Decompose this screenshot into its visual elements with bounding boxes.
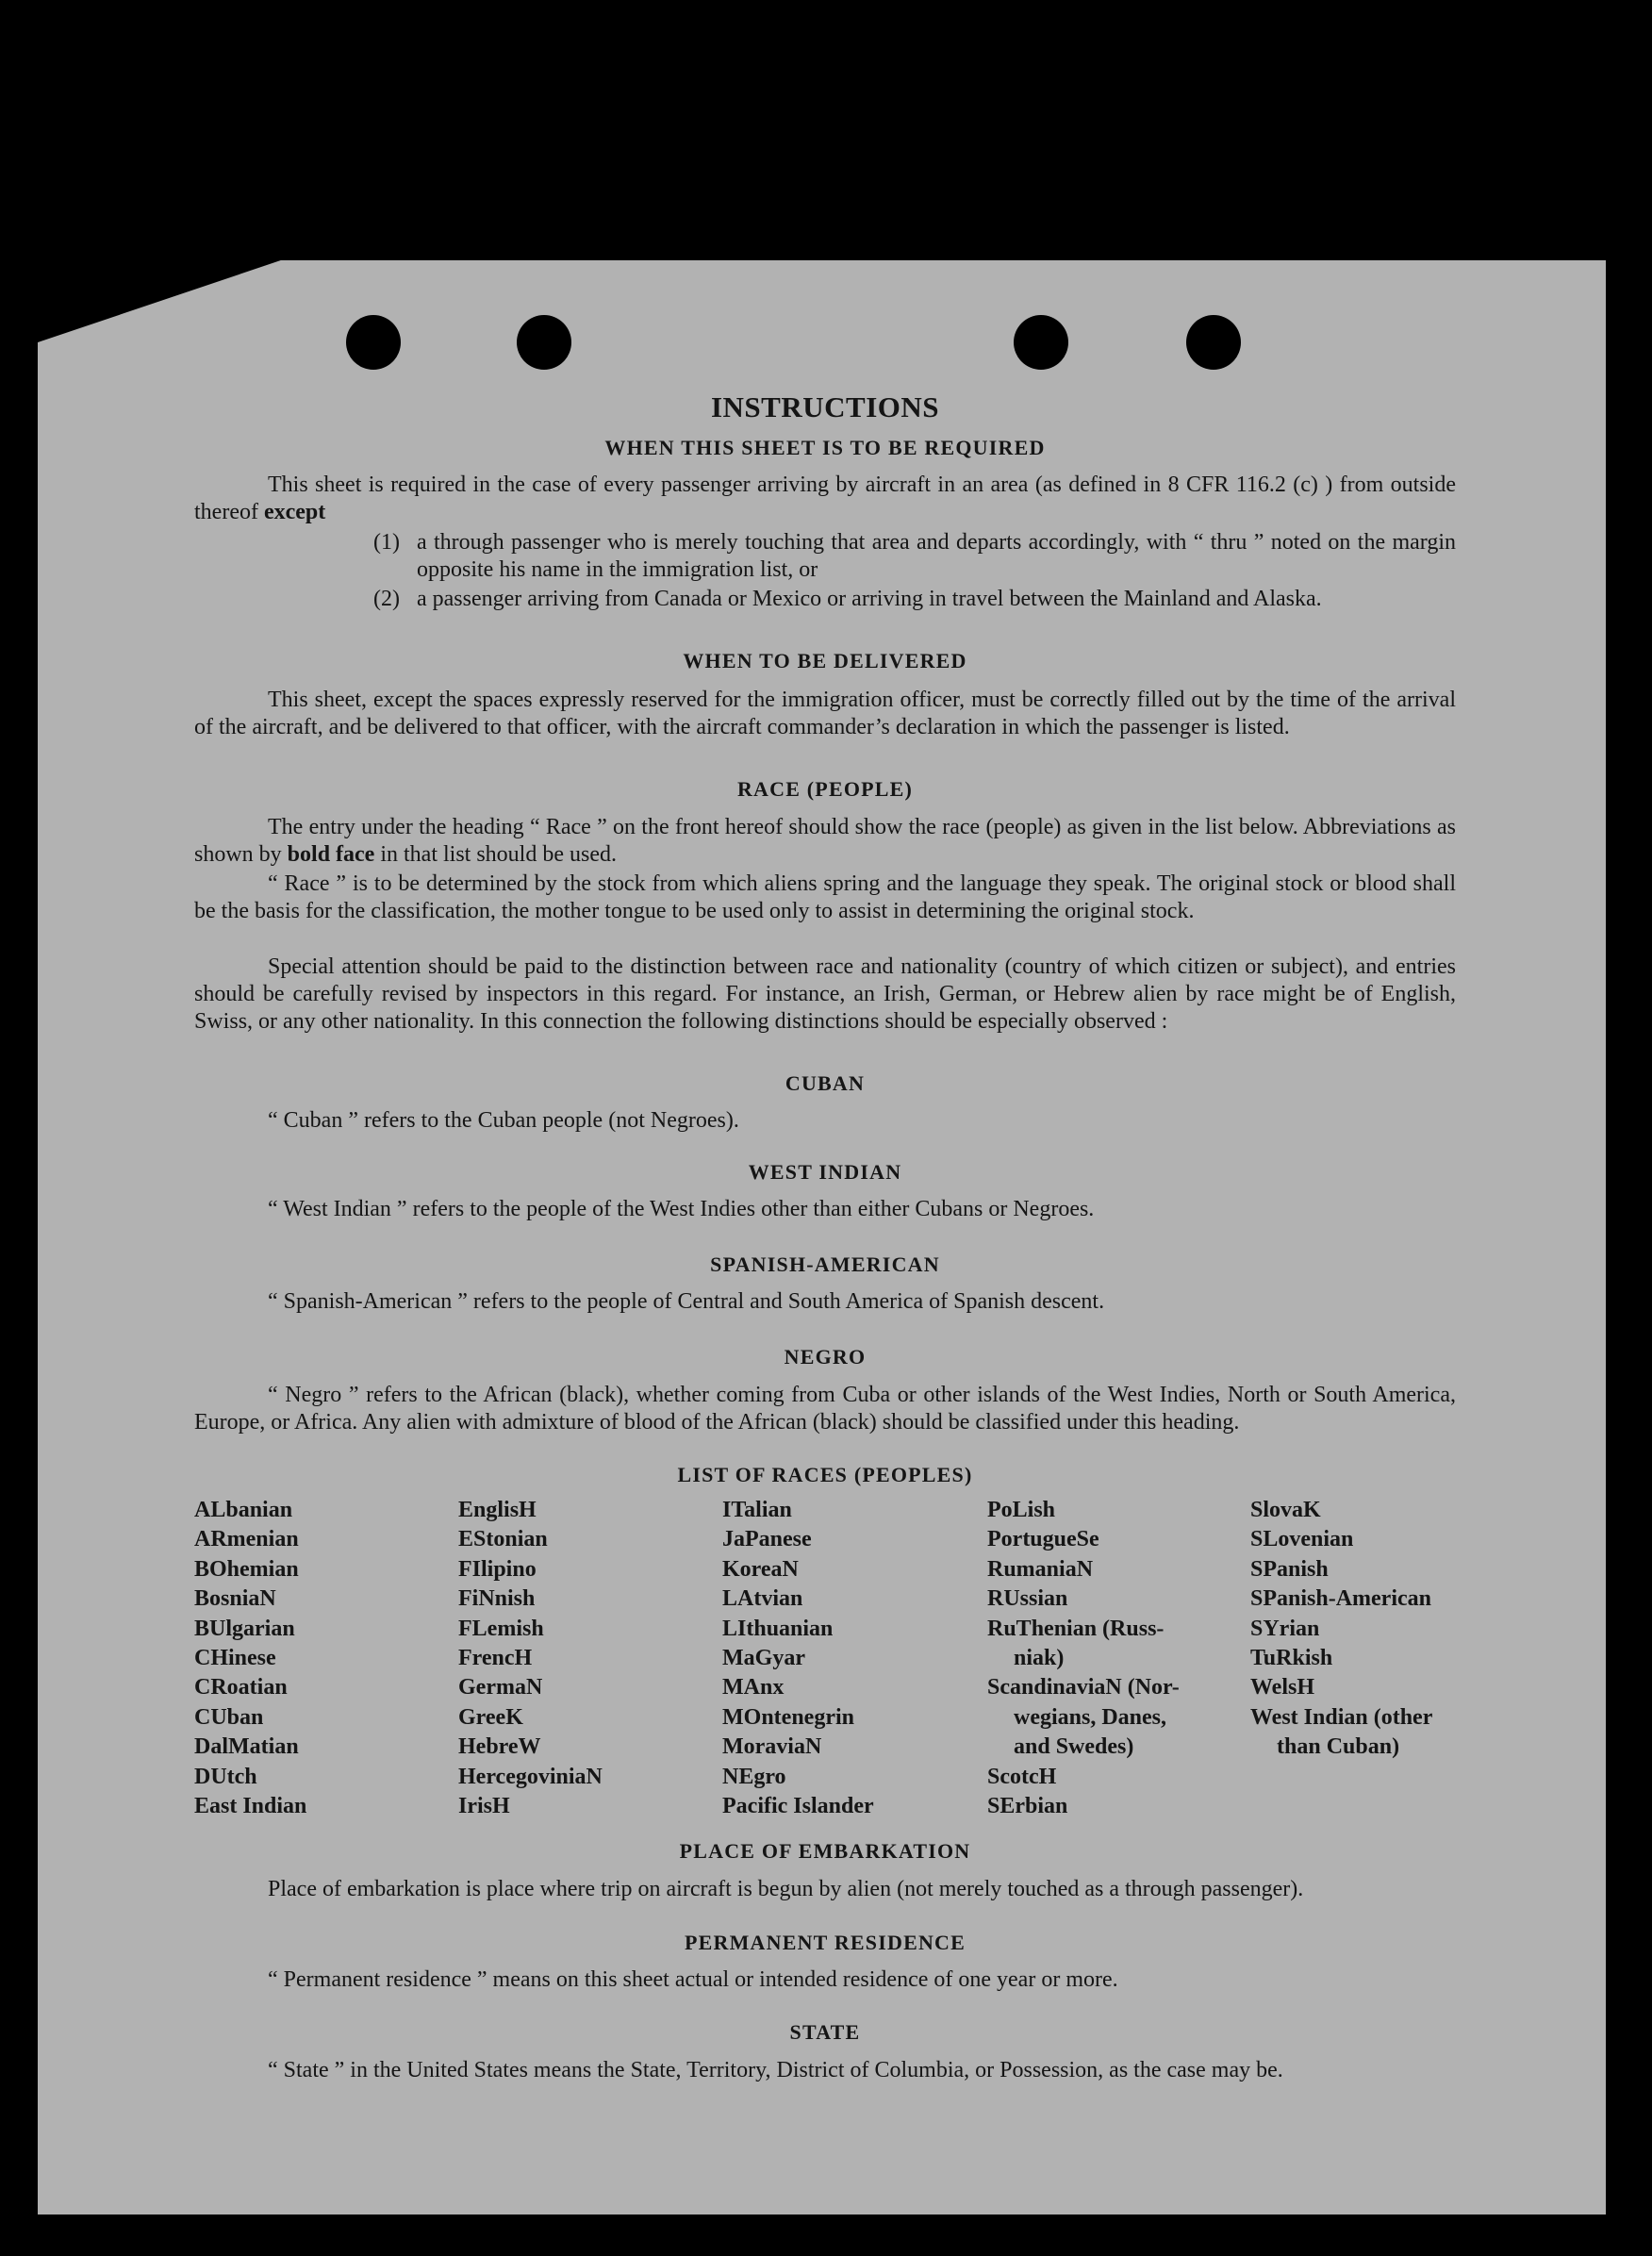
race-item: PortugueSe: [987, 1527, 1099, 1552]
race-item: FiNnish: [458, 1586, 536, 1612]
race-item: LIthuanian: [722, 1616, 834, 1641]
race-item: HercegoviniaN: [458, 1764, 603, 1789]
race-item: MoraviaN: [722, 1734, 822, 1760]
paragraph: “ Negro ” refers to the African (black), whether coming from Cuba or other islands of the West Indies, North or South America, Europe, or Africa. Any alien with admixture of blood of the African (black) should be classified under this heading.: [194, 1383, 1456, 1435]
race-item: West Indian (other: [1250, 1704, 1433, 1730]
race-item: ScandinaviaN (Nor-: [987, 1675, 1180, 1700]
section-heading: PLACE OF EMBARKATION: [679, 1839, 971, 1863]
race-item: SYrian: [1250, 1616, 1320, 1641]
section-heading: WHEN TO BE DELIVERED: [683, 649, 967, 672]
race-item: than Cuban): [1277, 1734, 1400, 1760]
race-item: RUssian: [987, 1586, 1068, 1612]
race-item: LAtvian: [722, 1586, 803, 1612]
race-item: SlovaK: [1250, 1498, 1321, 1522]
race-item: MAnx: [722, 1675, 785, 1700]
race-item: ARmenian: [194, 1527, 299, 1552]
punch-hole: [517, 315, 571, 370]
races-column: [194, 1496, 458, 1821]
section-heading: PERMANENT RESIDENCE: [684, 1931, 966, 1954]
race-item: ScotcH: [987, 1764, 1057, 1789]
section-heading: LIST OF RACES (PEOPLES): [677, 1463, 973, 1486]
race-item: GermaN: [458, 1675, 543, 1700]
paragraph: The entry under the heading “ Race ” on the front hereof should show the race (people) as given in the list below. Abbreviations as shown by bold face in that list should be used.: [194, 815, 1456, 867]
race-item: FIlipino: [458, 1556, 537, 1582]
race-item: MOntenegrin: [722, 1704, 854, 1730]
race-item: HebreW: [458, 1734, 541, 1760]
race-item: DUtch: [194, 1764, 257, 1789]
races-column: [722, 1496, 987, 1821]
paragraph: “ Cuban ” refers to the Cuban people (not Negroes).: [268, 1108, 739, 1133]
paragraph: “ State ” in the United States means the State, Territory, District of Columbia, or Possession, as the case may be.: [268, 2058, 1283, 2082]
section-heading: RACE (PEOPLE): [736, 777, 914, 801]
race-item: Pacific Islander: [722, 1794, 874, 1819]
race-item: niak): [1014, 1646, 1065, 1671]
section-heading: NEGRO: [784, 1345, 867, 1369]
race-item: MaGyar: [722, 1646, 805, 1671]
race-item: ALbanian: [194, 1498, 293, 1522]
race-item: BosniaN: [194, 1586, 276, 1612]
race-item: wegians, Danes,: [1014, 1704, 1167, 1730]
paragraph: This sheet, except the spaces expressly reserved for the immigration officer, must be correctly filled out by the time of the arrival of the aircraft, and be delivered to that officer, with the aircraft commander’s declaration in which the passenger is listed.: [194, 688, 1456, 739]
races-column: [458, 1496, 722, 1821]
section-heading: WEST INDIAN: [748, 1160, 902, 1184]
paragraph: “ Race ” is to be determined by the stock from which aliens spring and the language they speak. The original stock or blood shall be the basis for the classification, the mother tongue to be used only to assist in determining the original stock.: [194, 871, 1456, 923]
race-item: East Indian: [194, 1794, 307, 1819]
race-item: EnglisH: [458, 1498, 537, 1522]
punch-hole: [346, 315, 401, 370]
paragraph: “ Spanish-American ” refers to the people of Central and South America of Spanish descent.: [268, 1289, 1105, 1314]
page-title: INSTRUCTIONS: [710, 390, 939, 423]
race-item: EStonian: [458, 1527, 548, 1552]
paragraph: This sheet is required in the case of every passenger arriving by aircraft in an area (as defined in 8 CFR 116.2 (c) ) from outside thereof except: [194, 473, 1456, 524]
punch-hole: [1186, 315, 1241, 370]
race-item: RuThenian (Russ-: [987, 1616, 1165, 1641]
section-heading: WHEN THIS SHEET IS TO BE REQUIRED: [604, 436, 1046, 459]
race-item: CUban: [194, 1704, 264, 1730]
race-item: FrencH: [458, 1646, 533, 1671]
list-item: (1) a through passenger who is merely touching that area and departs accordingly, with “ thru ” noted on the margin opposite his name in the immigration list, or: [373, 530, 1456, 582]
race-item: KoreaN: [722, 1556, 799, 1582]
race-item: BUlgarian: [194, 1616, 295, 1641]
section-heading: SPANISH-AMERICAN: [710, 1252, 940, 1276]
race-item: BOhemian: [194, 1556, 299, 1582]
race-item: JaPanese: [722, 1527, 812, 1552]
race-item: CRoatian: [194, 1675, 288, 1700]
races-column: [987, 1496, 1250, 1821]
paragraph: Place of embarkation is place where trip on aircraft is begun by alien (not merely touched as a through passenger).: [268, 1877, 1304, 1901]
section-heading: STATE: [789, 2020, 861, 2044]
race-item: IrisH: [458, 1794, 510, 1819]
paragraph: “ Permanent residence ” means on this sheet actual or intended residence of one year or more.: [268, 1967, 1118, 1992]
race-item: SPanish-American: [1250, 1586, 1431, 1612]
section-heading: CUBAN: [785, 1071, 866, 1095]
list-item: (2) a passenger arriving from Canada or Mexico or arriving in travel between the Mainland and Alaska.: [373, 587, 1322, 611]
race-item: NEgro: [722, 1764, 786, 1789]
race-item: TuRkish: [1250, 1646, 1333, 1671]
race-item: CHinese: [194, 1646, 276, 1671]
race-item: SErbian: [987, 1794, 1068, 1819]
paragraph: “ West Indian ” refers to the people of the West Indies other than either Cubans or Negroes.: [268, 1197, 1095, 1221]
race-item: PoLish: [987, 1498, 1056, 1522]
race-item: SPanish: [1250, 1556, 1329, 1582]
race-item: ITalian: [722, 1498, 792, 1522]
race-item: and Swedes): [1014, 1734, 1134, 1760]
races-column: [1250, 1496, 1473, 1821]
punch-hole: [1014, 315, 1068, 370]
race-item: WelsH: [1250, 1675, 1315, 1700]
race-item: DalMatian: [194, 1734, 299, 1760]
race-item: GreeK: [458, 1704, 523, 1730]
race-item: FLemish: [458, 1616, 544, 1641]
race-item: RumaniaN: [987, 1556, 1094, 1582]
paragraph: Special attention should be paid to the distinction between race and nationality (country of which citizen or subject), and entries should be carefully revised by inspectors in this regard. For instance, an Irish, German, or Hebrew alien by race might be of English, Swiss, or any other nationality. In this connection the following distinctions should be especially observed :: [194, 954, 1456, 1034]
race-item: SLovenian: [1250, 1527, 1354, 1552]
races-list: [194, 1496, 1477, 1821]
